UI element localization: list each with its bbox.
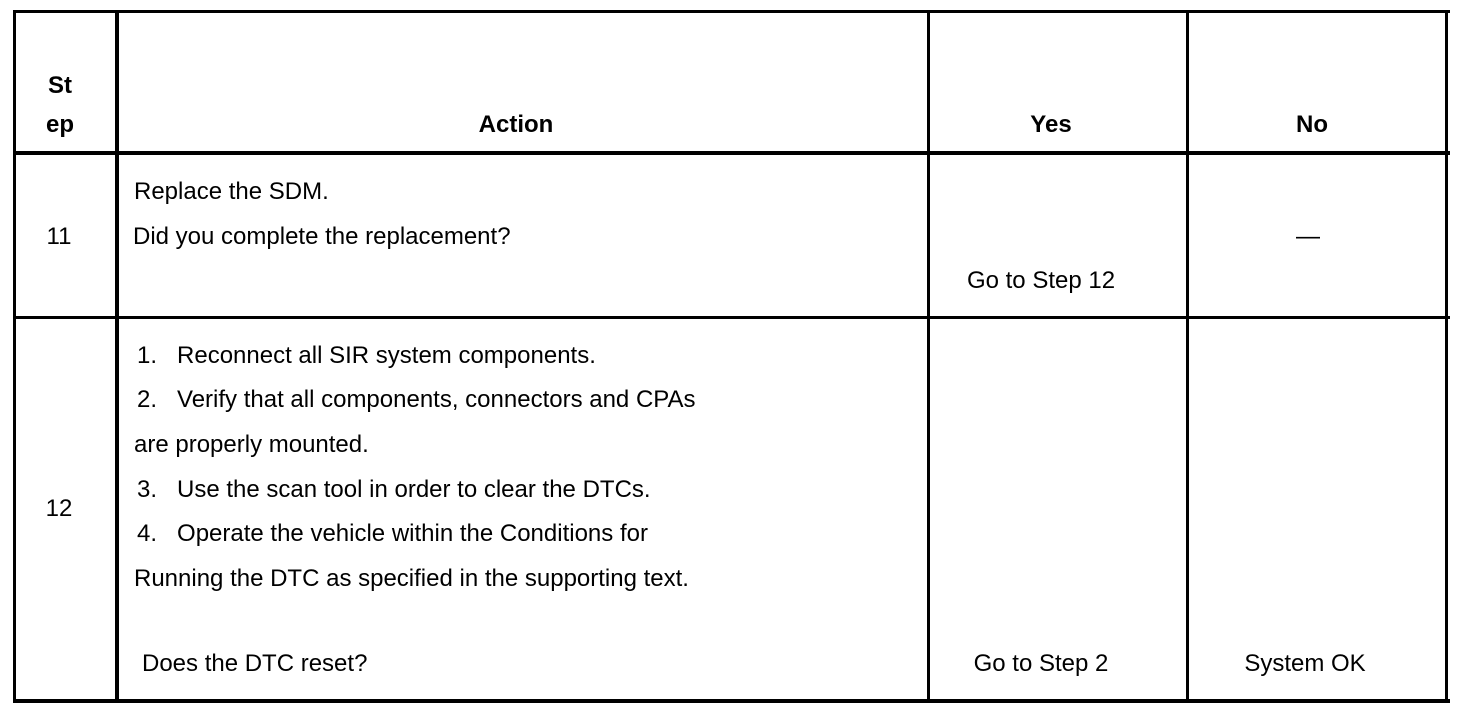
action-question: Does the DTC reset? [142, 650, 368, 677]
header-step-line2: ep [45, 111, 75, 138]
action-item: 3. Use the scan tool in order to clear the DTCs. [137, 476, 651, 503]
no-result: — [1296, 223, 1320, 250]
yes-result: Go to Step 2 [973, 650, 1109, 677]
no-result: System OK [1244, 650, 1366, 677]
header-action: Action [478, 111, 554, 138]
action-item: 4. Operate the vehicle within the Conditions for [137, 520, 648, 547]
action-item: 1. Reconnect all SIR system components. [137, 342, 596, 369]
action-item: are properly mounted. [134, 431, 369, 458]
action-line: Replace the SDM. [134, 178, 329, 205]
table-border-top [13, 10, 1450, 13]
header-yes: Yes [1030, 111, 1072, 138]
yes-result: Go to Step 12 [966, 267, 1116, 294]
action-line: Did you complete the replacement? [133, 223, 511, 250]
diagnostic-table [13, 10, 1450, 703]
step-number: 11 [46, 223, 72, 250]
table-border-bottom [13, 699, 1450, 703]
column-divider-action [927, 10, 930, 703]
header-divider [13, 151, 1450, 155]
row-divider [13, 316, 1450, 319]
header-no: No [1296, 111, 1328, 138]
table-border-left [13, 10, 16, 703]
action-item: Running the DTC as specified in the supporting text. [134, 565, 689, 592]
header-step-line1: St [48, 72, 72, 99]
action-item: 2. Verify that all components, connectors and CPAs [137, 386, 696, 413]
step-number: 12 [45, 495, 73, 522]
column-divider-yes [1186, 10, 1189, 703]
column-divider-step [115, 10, 119, 703]
table-border-right [1445, 10, 1448, 703]
